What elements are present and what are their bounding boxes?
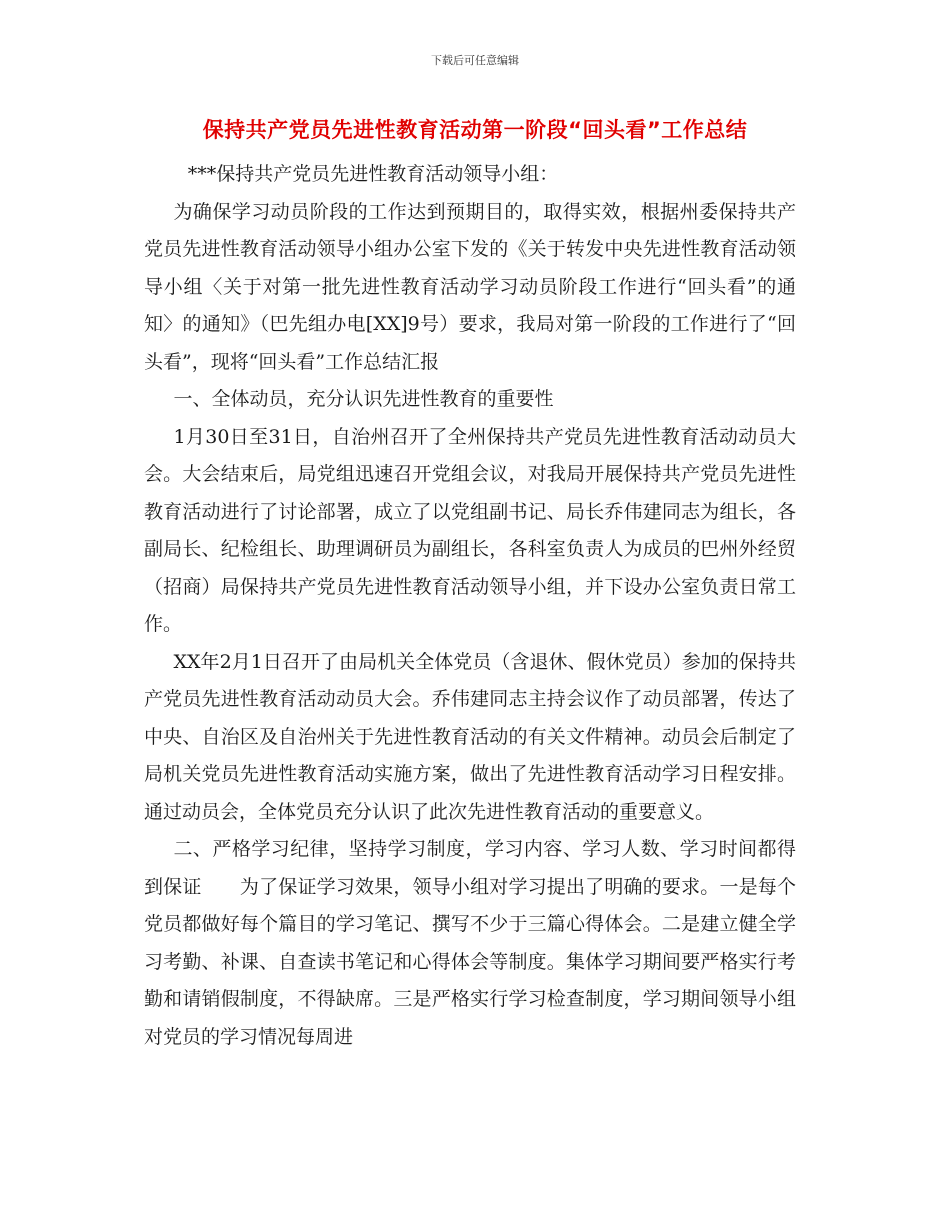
paragraph-intro: 为确保学习动员阶段的工作达到预期目的，取得实效，根据州委保持共产党员先进性教育活动领导小组办公室下发的《关于转发中央先进性教育活动领导小组〈关于对第一批先进性教育活动学习动员阶段工作进行“回头看”的通知〉的通知》（巴先组办电[XX]9号）要求，我局对第一阶段的工作进行了“回头看”，现将“回头看”工作总结汇报 <box>144 200 796 373</box>
section-heading-1: 一、全体动员，充分认识先进性教育的重要性 <box>173 388 554 410</box>
paragraph-section-2: 二、严格学习纪律，坚持学习制度，学习内容、学习人数、学习时间都得到保证 为了保证学习效果，领导小组对学习提出了明确的要求。一是每个党员都做好每个篇目的学习笔记、撰写不少于三篇心得体会。二是建立健全学习考勤、补课、自查读书笔记和心得体会等制度。集体学习期间要严格实行考勤和请销假制度，不得缺席。三是严格实行学习检查制度，学习期间领导小组对党员的学习情况每周进 <box>144 838 796 1048</box>
paragraph-section-1-b: XX年2月1日召开了由局机关全体党员（含退休、假休党员）参加的保持共产党员先进性教育活动动员大会。乔伟建同志主持会议作了动员部署，传达了中央、自治区及自治州关于先进性教育活动的有关文件精神。动员会后制定了局机关党员先进性教育活动实施方案，做出了先进性教育活动学习日程安排。通过动员会，全体党员充分认识了此次先进性教育活动的重要意义。 <box>144 650 796 823</box>
salutation: ***保持共产党员先进性教育活动领导小组： <box>187 163 559 185</box>
document-title: 保持共产党员先进性教育活动第一阶段“回头看”工作总结 <box>202 118 748 142</box>
document-body <box>144 156 796 1056</box>
page-header-note: 下载后可任意编辑 <box>431 54 519 67</box>
paragraph-section-1-a: 1月30日至31日，自治州召开了全州保持共产党员先进性教育活动动员大会。大会结束后，局党组迅速召开党组会议，对我局开展保持共产党员先进性教育活动进行了讨论部署，成立了以党组副书记、局长乔伟建同志为组长，各副局长、纪检组长、助理调研员为副组长，各科室负责人为成员的巴州外经贸（招商）局保持共产党员先进性教育活动领导小组，并下设办公室负责日常工作。 <box>144 425 796 635</box>
